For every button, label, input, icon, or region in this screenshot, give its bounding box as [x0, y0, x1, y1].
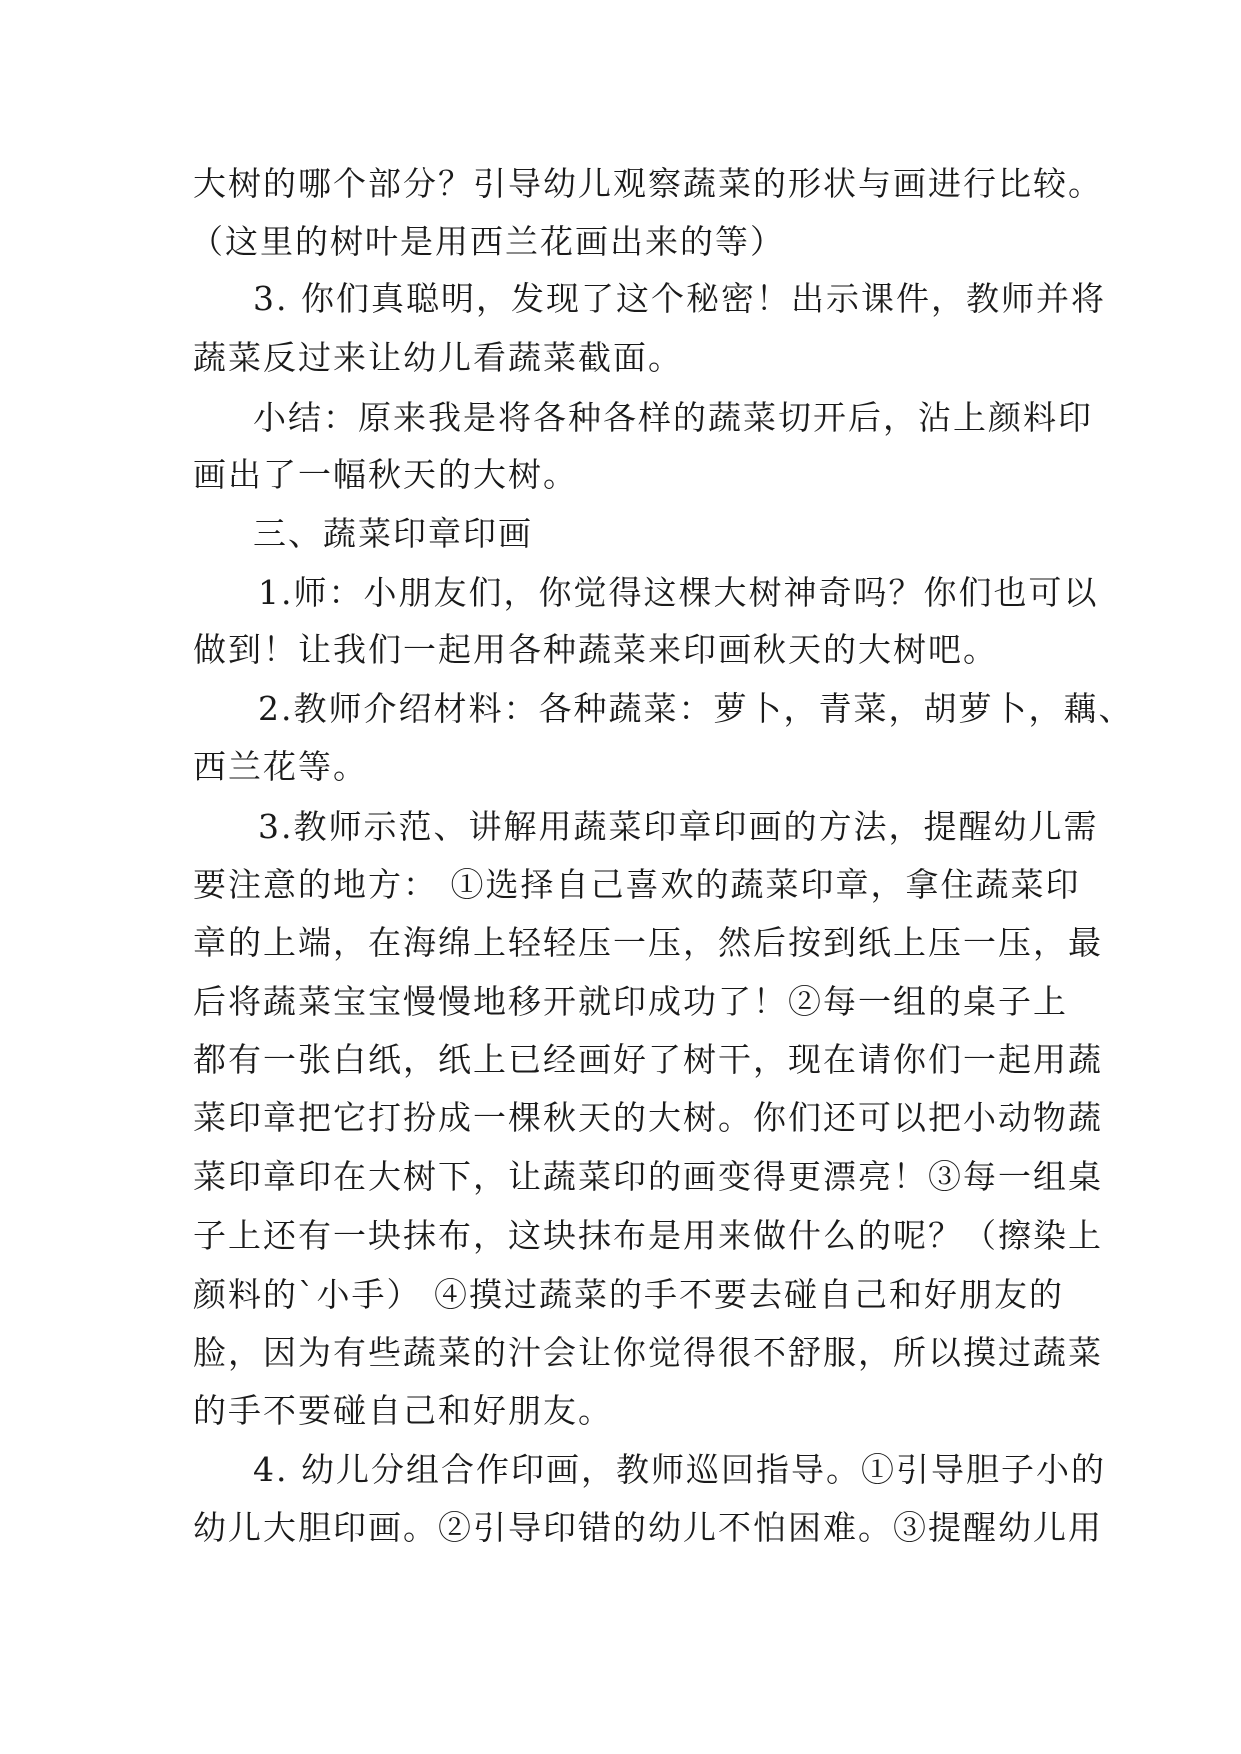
text-line: 2.教师介绍材料：各种蔬菜：萝卜，青菜，胡萝卜，藕、	[258, 689, 1134, 728]
text-line: 3. 你们真聪明，发现了这个秘密！出示课件，教师并将	[253, 279, 1106, 318]
text-line: 菜印章把它打扮成一棵秋天的大树。你们还可以把小动物蔬	[193, 1098, 1103, 1137]
text-line: 小结：原来我是将各种各样的蔬菜切开后，沾上颜料印	[253, 398, 1093, 437]
section-heading: 三、蔬菜印章印画	[253, 514, 533, 553]
text-line: 蔬菜反过来让幼儿看蔬菜截面。	[193, 338, 683, 377]
text-line: （这里的树叶是用西兰花画出来的等）	[190, 222, 785, 261]
text-line: 脸，因为有些蔬菜的汁会让你觉得很不舒服，所以摸过蔬菜	[193, 1333, 1103, 1372]
text-line: 颜料的`小手） ④摸过蔬菜的手不要去碰自己和好朋友的	[193, 1275, 1064, 1314]
text-line: 子上还有一块抹布，这块抹布是用来做什么的呢？（擦染上	[193, 1216, 1103, 1255]
text-line: 大树的哪个部分？引导幼儿观察蔬菜的形状与画进行比较。	[193, 164, 1103, 203]
text-line: 3.教师示范、讲解用蔬菜印章印画的方法，提醒幼儿需	[258, 807, 1099, 846]
text-line: 章的上端，在海绵上轻轻压一压，然后按到纸上压一压，最	[193, 923, 1103, 962]
text-line: 菜印章印在大树下，让蔬菜印的画变得更漂亮！③每一组桌	[193, 1157, 1103, 1196]
text-line: 西兰花等。	[193, 747, 368, 786]
text-line: 要注意的地方： ①选择自己喜欢的蔬菜印章，拿住蔬菜印	[193, 865, 1081, 904]
text-line: 的手不要碰自己和好朋友。	[193, 1391, 613, 1430]
text-line: 1.师：小朋友们，你觉得这棵大树神奇吗？你们也可以	[258, 573, 1099, 612]
text-line: 做到！让我们一起用各种蔬菜来印画秋天的大树吧。	[193, 630, 998, 669]
text-line: 后将蔬菜宝宝慢慢地移开就印成功了！②每一组的桌子上	[193, 982, 1068, 1021]
text-line: 都有一张白纸，纸上已经画好了树干，现在请你们一起用蔬	[193, 1040, 1103, 1079]
text-line: 4. 幼儿分组合作印画，教师巡回指导。①引导胆子小的	[253, 1450, 1106, 1489]
text-line: 幼儿大胆印画。②引导印错的幼儿不怕困难。③提醒幼儿用	[193, 1508, 1103, 1547]
text-line: 画出了一幅秋天的大树。	[193, 455, 578, 494]
